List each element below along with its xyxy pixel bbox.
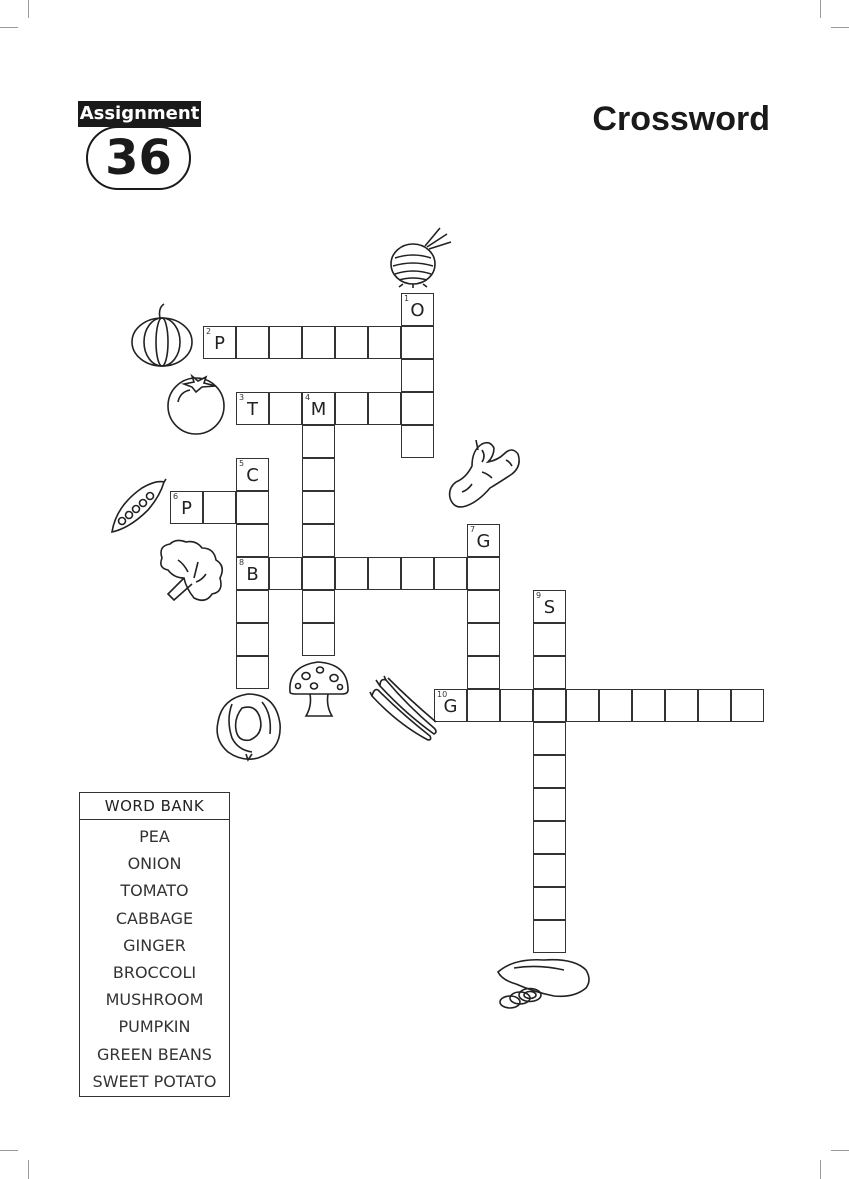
given-letter: G [443,696,458,717]
word-bank-heading: WORD BANK [80,793,229,820]
crossword-cell[interactable] [302,425,335,458]
broccoli-icon [154,538,230,610]
word-bank-item: PUMPKIN [118,1017,191,1037]
crossword-cell[interactable] [302,623,335,656]
crossword-cell[interactable] [566,689,599,722]
crossword-cell[interactable] [302,557,335,590]
word-bank-item: MUSHROOM [105,990,204,1010]
word-bank-item: ONION [127,854,182,874]
clue-number: 8 [239,558,245,567]
crossword-cell[interactable] [302,491,335,524]
word-bank-item: BROCCOLI [112,962,197,982]
word-bank [79,792,230,1097]
crossword-cell[interactable] [302,590,335,623]
crossword-cell[interactable] [599,689,632,722]
clue-number: 4 [305,393,311,402]
crossword-cell[interactable] [467,689,500,722]
crossword-cell[interactable] [632,689,665,722]
mushroom-icon [286,656,352,722]
clue-number: 9 [536,591,542,600]
crossword-cell[interactable] [302,326,335,359]
given-letter: B [246,564,259,585]
word-bank-item: SWEET POTATO [92,1071,217,1091]
word-bank-item: CABBAGE [115,908,194,928]
crossword-cell[interactable] [401,425,434,458]
cabbage-icon [212,690,284,762]
crossword-cell[interactable] [236,524,269,557]
crossword-cell[interactable] [533,755,566,788]
assignment-number: 36 [86,126,191,190]
crossword-cell[interactable] [269,392,302,425]
crossword-cell[interactable] [236,590,269,623]
crossword-cell[interactable] [335,557,368,590]
crossword-cell[interactable] [533,623,566,656]
word-bank-item: GINGER [123,935,186,955]
green-beans-icon [368,674,440,744]
clue-number: 10 [437,690,448,699]
clue-number: 6 [173,492,179,501]
crossword-cell[interactable] [533,821,566,854]
tomato-icon [164,372,230,436]
pumpkin-icon [128,302,196,368]
given-letter: O [410,300,425,321]
given-letter: C [246,465,259,486]
crossword-cell[interactable] [467,623,500,656]
crossword-start-cell[interactable] [467,524,500,557]
crossword-cell[interactable] [335,392,368,425]
given-letter: G [476,531,491,552]
crossword-cell[interactable] [533,689,566,722]
crossword-cell[interactable] [401,326,434,359]
given-letter: T [247,399,258,420]
ginger-icon [442,436,524,514]
crossword-cell[interactable] [302,458,335,491]
page-title: Crossword [592,100,770,138]
crossword-cell[interactable] [368,557,401,590]
given-letter: M [310,399,327,420]
clue-number: 7 [470,525,476,534]
crossword-cell[interactable] [731,689,764,722]
word-bank-item: GREEN BEANS [97,1044,212,1064]
crossword-cell[interactable] [533,887,566,920]
crossword-cell[interactable] [467,590,500,623]
crossword-cell[interactable] [533,920,566,953]
crossword-cell[interactable] [434,557,467,590]
crossword-cell[interactable] [368,392,401,425]
onion-icon [385,222,455,288]
crossword-cell[interactable] [269,326,302,359]
sweet-potato-icon [494,952,594,1014]
given-letter: P [214,333,225,354]
crossword-cell[interactable] [401,557,434,590]
crossword-cell[interactable] [401,392,434,425]
crossword-start-cell[interactable] [533,590,566,623]
clue-number: 5 [239,459,245,468]
given-letter: P [181,498,192,519]
crossword-cell[interactable] [203,491,236,524]
crossword-cell[interactable] [236,491,269,524]
clue-number: 3 [239,393,245,402]
crossword-cell[interactable] [533,722,566,755]
word-bank-item: TOMATO [120,881,189,901]
crossword-cell[interactable] [269,557,302,590]
clue-number: 2 [206,327,212,336]
crossword-cell[interactable] [467,557,500,590]
crossword-cell[interactable] [698,689,731,722]
crossword-cell[interactable] [533,656,566,689]
crossword-cell[interactable] [533,788,566,821]
crossword-start-cell[interactable] [302,392,335,425]
crossword-start-cell[interactable] [203,326,236,359]
crossword-cell[interactable] [500,689,533,722]
crossword-cell[interactable] [236,623,269,656]
crossword-cell[interactable] [236,656,269,689]
crossword-start-cell[interactable] [401,293,434,326]
crossword-cell[interactable] [302,524,335,557]
crossword-start-cell[interactable] [236,458,269,491]
word-bank-item: PEA [139,827,170,846]
pea-icon [108,478,168,536]
crossword-start-cell[interactable] [170,491,203,524]
given-letter: S [543,597,556,618]
crossword-cell[interactable] [665,689,698,722]
crossword-cell[interactable] [467,656,500,689]
crossword-cell[interactable] [368,326,401,359]
crossword-cell[interactable] [335,326,368,359]
crossword-cell[interactable] [401,359,434,392]
crossword-cell[interactable] [236,326,269,359]
crossword-start-cell[interactable] [236,392,269,425]
crossword-start-cell[interactable] [236,557,269,590]
clue-number: 1 [404,294,410,303]
assignment-label: Assignment [78,101,201,127]
crossword-cell[interactable] [533,854,566,887]
